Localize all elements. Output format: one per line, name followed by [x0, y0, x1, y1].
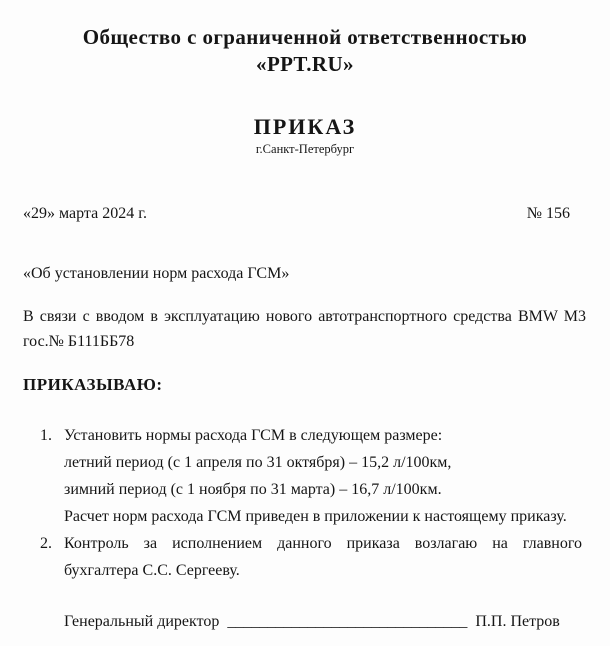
order-item-2	[40, 530, 582, 584]
meta-row	[23, 204, 570, 224]
item-1-line-2: летний период (с 1 апреля по 31 октября) – 15,2 л/100км,	[64, 454, 452, 471]
document-title: ПРИКАЗ	[253, 114, 357, 139]
subject-line: «Об установлении норм расхода ГСМ»	[23, 265, 290, 282]
company-name	[0, 24, 610, 78]
item-2-text: Контроль за исполнением данного приказа возлагаю на главного бухгалтера С.С. Сергееву.	[64, 535, 582, 579]
company-name-line2: «PPT.RU»	[256, 52, 354, 76]
intro-paragraph: В связи с вводом в эксплуатацию нового автотранспортного средства BMW M3 гос.№ Б111ББ78	[23, 308, 586, 350]
item-1-number: 1.	[40, 427, 52, 444]
item-1-line-3: зимний период (с 1 ноября по 31 марта) – 16,7 л/100км.	[64, 481, 442, 498]
date-label: «29» марта 2024 г.	[23, 205, 147, 222]
signature-line: ______________________________	[227, 613, 468, 630]
city-line: г.Санкт-Петербург	[255, 142, 355, 156]
order-item-1	[40, 422, 582, 530]
directive-heading: ПРИКАЗЫВАЮ:	[23, 375, 163, 394]
order-list	[40, 422, 582, 584]
item-1-text	[64, 422, 582, 530]
signature-row	[64, 612, 610, 632]
order-number-label: № 156	[526, 205, 570, 222]
item-1-line-4: Расчет норм расхода ГСМ приведен в приложении к настоящему приказу.	[64, 508, 567, 525]
signer-name: П.П. Петров	[475, 613, 560, 630]
signer-position-label: Генеральный директор	[64, 613, 220, 630]
company-name-line1: Общество с ограниченной ответственностью	[82, 25, 528, 49]
item-2-number: 2.	[40, 535, 52, 552]
item-1-line-1: Установить нормы расхода ГСМ в следующем размере:	[64, 427, 443, 444]
